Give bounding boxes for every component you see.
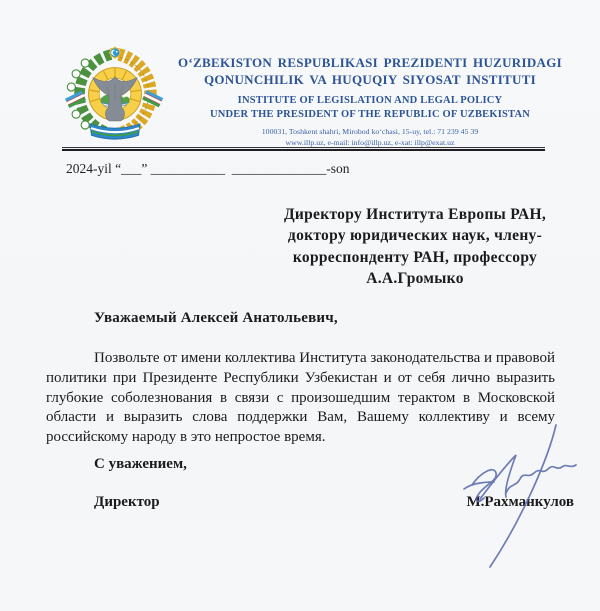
letterhead-titles	[168, 44, 572, 148]
letterhead-divider	[62, 147, 545, 151]
addressee-line: корреспонденту РАН, профессору	[292, 248, 538, 266]
contact-line1: 100031, Toshkent shahri, Mirobod ko‘chasi, 15-uy, tel.: 71 239 45 39	[261, 126, 479, 136]
institute-title-en-line2: UNDER THE PRESIDENT OF THE REPUBLIC OF UZBEKISTAN	[209, 109, 531, 121]
institute-title-uz-line2: QONUNCHILIK VA HUQUQIY SIYOSAT INSTITUTI	[203, 71, 537, 87]
signer-name: М.Рахманкулов	[466, 494, 574, 510]
salutation: Уважаемый Алексей Анатольевич,	[94, 310, 338, 326]
institute-title-uz-line1: O‘ZBEKISTON RESPUBLIKASI PREZIDENTI HUZURIDAGI	[177, 55, 562, 70]
institute-title-uz	[168, 55, 572, 88]
letterhead	[62, 44, 572, 148]
institute-contact-info	[168, 127, 572, 149]
closing-line: С уважением,	[94, 456, 187, 472]
addressee-line: доктору юридических наук, члену-	[287, 227, 543, 245]
body-paragraph: Позвольте от имени коллектива Института законодательства и правовой политики при Президенте Республики Узбекистан и от себя лично выразить глубокие соболезнования в связи с произошедшим терактом в Московской области и выразить слова поддержки Вам, Вашему коллективу и всему российскому народу в это непростое время.	[46, 350, 555, 446]
institute-title-en	[168, 94, 572, 122]
addressee-block	[254, 204, 576, 290]
addressee-line: А.А.Громыко	[366, 270, 464, 288]
institute-title-en-line1: INSTITUTE OF LEGISLATION AND LEGAL POLICY	[237, 95, 503, 107]
signer-title: Директор	[94, 494, 160, 510]
date-number-line: 2024-yil “___” ___________ ______________-son	[66, 161, 350, 176]
uzbekistan-emblem-icon	[62, 44, 168, 144]
contact-line2: www.illp.uz, e-mail: info@illp.uz, e-xat: illp@exat.uz	[285, 137, 455, 147]
signature-row	[46, 494, 574, 511]
addressee-line: Директору Института Европы РАН,	[283, 206, 547, 223]
